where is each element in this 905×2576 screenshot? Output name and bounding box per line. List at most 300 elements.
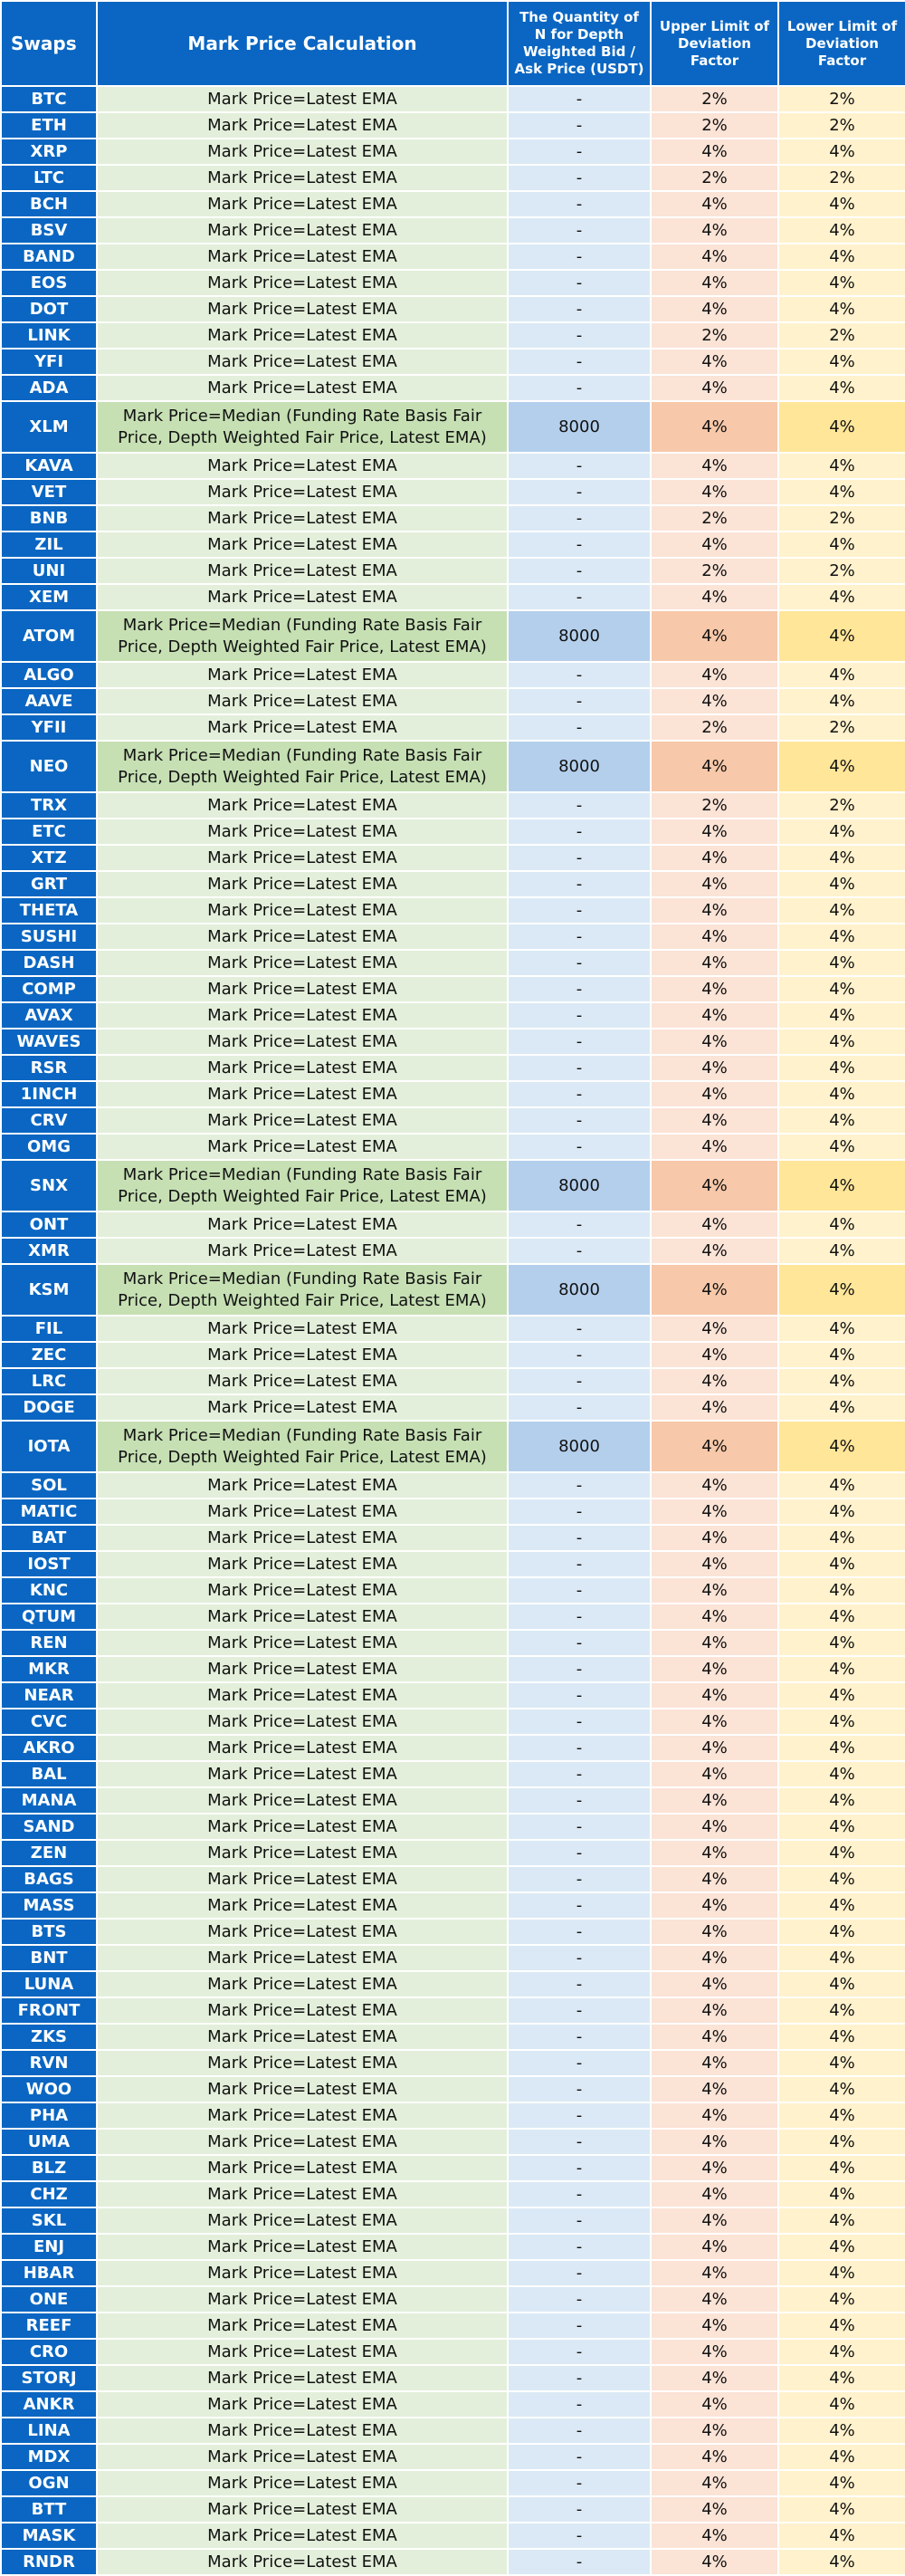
table-row [1,2339,905,2365]
swap-cell: BAL [1,1761,97,1787]
quantity-cell: - [508,2102,651,2129]
lower-limit-cell: 4% [778,845,905,871]
upper-limit-cell: 4% [651,1551,778,1577]
table-row [1,1316,905,1342]
swap-cell: DOGE [1,1394,97,1421]
swap-cell: ENJ [1,2234,97,2260]
table-row [1,714,905,741]
upper-limit-cell: 4% [651,1814,778,1840]
table-row [1,2076,905,2102]
swap-cell: MDX [1,2444,97,2470]
quantity-cell: - [508,1342,651,1368]
mark-price-cell: Mark Price=Latest EMA [97,2102,508,2129]
mark-price-cell: Mark Price=Latest EMA [97,1919,508,1945]
swap-cell: BSV [1,217,97,244]
quantity-cell: - [508,2129,651,2155]
swap-cell: MATIC [1,1499,97,1525]
quantity-cell: - [508,897,651,924]
mark-price-cell: Mark Price=Median (Funding Rate Basis Fair Price, Depth Weighted Fair Price, Latest EMA) [97,610,508,662]
lower-limit-cell: 4% [778,2129,905,2155]
quantity-cell: - [508,662,651,688]
table-row [1,2024,905,2050]
upper-limit-cell: 4% [651,2418,778,2444]
upper-limit-cell: 4% [651,2286,778,2313]
upper-limit-cell: 4% [651,688,778,714]
lower-limit-cell: 4% [778,897,905,924]
swap-cell: BAND [1,244,97,270]
table-row [1,924,905,950]
mark-price-cell: Mark Price=Latest EMA [97,1709,508,1735]
lower-limit-cell: 4% [778,950,905,976]
upper-limit-cell: 4% [651,1577,778,1604]
upper-limit-cell: 4% [651,1264,778,1316]
quantity-cell: - [508,1499,651,1525]
swap-cell: XLM [1,401,97,453]
table-row [1,86,905,112]
quantity-cell: - [508,1029,651,1055]
mark-price-cell: Mark Price=Latest EMA [97,1656,508,1682]
swap-cell: SNX [1,1160,97,1211]
lower-limit-cell: 4% [778,1029,905,1055]
upper-limit-cell: 4% [651,1735,778,1761]
quantity-cell: - [508,1682,651,1709]
lower-limit-cell: 4% [778,584,905,610]
table-row [1,976,905,1002]
table-row [1,505,905,531]
lower-limit-cell: 4% [778,1499,905,1525]
lower-limit-cell: 4% [778,1577,905,1604]
mark-price-cell: Mark Price=Latest EMA [97,1472,508,1499]
upper-limit-cell: 4% [651,1238,778,1264]
mark-price-cell: Mark Price=Latest EMA [97,322,508,349]
lower-limit-cell: 4% [778,479,905,505]
table-row [1,819,905,845]
swap-cell: OGN [1,2470,97,2496]
mark-price-cell: Mark Price=Latest EMA [97,1604,508,1630]
swap-cell: VET [1,479,97,505]
mark-price-cell: Mark Price=Latest EMA [97,2339,508,2365]
swap-cell: SKL [1,2207,97,2234]
mark-price-cell: Mark Price=Latest EMA [97,2260,508,2286]
lower-limit-cell: 4% [778,1866,905,1892]
mark-price-cell: Mark Price=Latest EMA [97,1107,508,1134]
quantity-cell: - [508,1814,651,1840]
lower-limit-cell: 4% [778,2391,905,2418]
lower-limit-cell: 4% [778,1761,905,1787]
table-row [1,845,905,871]
quantity-cell: - [508,584,651,610]
lower-limit-cell: 4% [778,1525,905,1551]
upper-limit-cell: 4% [651,1709,778,1735]
table-row [1,244,905,270]
lower-limit-cell: 4% [778,1081,905,1107]
mark-price-cell: Mark Price=Latest EMA [97,375,508,401]
quantity-cell: - [508,1971,651,1997]
mark-price-cell: Mark Price=Latest EMA [97,1892,508,1919]
table-row [1,1945,905,1971]
upper-limit-cell: 4% [651,2549,778,2575]
table-row [1,897,905,924]
lower-limit-cell: 4% [778,1211,905,1238]
mark-price-cell: Mark Price=Latest EMA [97,349,508,375]
upper-limit-cell: 4% [651,2365,778,2391]
quantity-cell: - [508,244,651,270]
upper-limit-cell: 2% [651,558,778,584]
lower-limit-cell: 4% [778,1107,905,1134]
mark-price-cell: Mark Price=Latest EMA [97,479,508,505]
swap-cell: GRT [1,871,97,897]
quantity-cell: - [508,2076,651,2102]
table-row [1,950,905,976]
mark-price-cell: Mark Price=Median (Funding Rate Basis Fair Price, Depth Weighted Fair Price, Latest EMA) [97,741,508,792]
swap-cell: MASK [1,2523,97,2549]
lower-limit-cell: 4% [778,2050,905,2076]
table-row [1,1840,905,1866]
lower-limit-cell: 2% [778,558,905,584]
swap-cell: ZEN [1,1840,97,1866]
swap-cell: IOTA [1,1421,97,1472]
mark-price-cell: Mark Price=Latest EMA [97,1368,508,1394]
mark-price-cell: Mark Price=Latest EMA [97,1211,508,1238]
upper-limit-cell: 4% [651,1604,778,1630]
quantity-cell: - [508,1866,651,1892]
quantity-cell: - [508,531,651,558]
upper-limit-cell: 2% [651,792,778,819]
swap-cell: ETC [1,819,97,845]
swap-cell: KSM [1,1264,97,1316]
lower-limit-cell: 4% [778,1368,905,1394]
swap-cell: RNDR [1,2549,97,2575]
mark-price-cell: Mark Price=Latest EMA [97,270,508,296]
table-row [1,1342,905,1368]
quantity-cell: - [508,976,651,1002]
header-mark-price-calculation: Mark Price Calculation [97,1,508,86]
mark-price-cell: Mark Price=Latest EMA [97,1814,508,1840]
swap-cell: XEM [1,584,97,610]
table-row [1,741,905,792]
swap-cell: PHA [1,2102,97,2129]
swap-cell: 1INCH [1,1081,97,1107]
swap-cell: SAND [1,1814,97,1840]
table-row [1,401,905,453]
lower-limit-cell: 4% [778,1787,905,1814]
table-row [1,1735,905,1761]
lower-limit-cell: 4% [778,1709,905,1735]
quantity-cell: - [508,505,651,531]
lower-limit-cell: 4% [778,401,905,453]
upper-limit-cell: 4% [651,1840,778,1866]
upper-limit-cell: 4% [651,950,778,976]
table-row [1,2418,905,2444]
lower-limit-cell: 4% [778,2286,905,2313]
lower-limit-cell: 4% [778,2444,905,2470]
upper-limit-cell: 2% [651,322,778,349]
table-row [1,871,905,897]
table-row [1,1604,905,1630]
lower-limit-cell: 4% [778,1945,905,1971]
lower-limit-cell: 2% [778,86,905,112]
swap-cell: FIL [1,1316,97,1342]
quantity-cell: 8000 [508,1160,651,1211]
upper-limit-cell: 2% [651,86,778,112]
lower-limit-cell: 4% [778,1002,905,1029]
upper-limit-cell: 4% [651,191,778,217]
mark-price-cell: Mark Price=Latest EMA [97,2050,508,2076]
swap-cell: TRX [1,792,97,819]
upper-limit-cell: 4% [651,1081,778,1107]
table-row [1,688,905,714]
quantity-cell: - [508,924,651,950]
upper-limit-cell: 4% [651,1525,778,1551]
table-row [1,1002,905,1029]
quantity-cell: - [508,2391,651,2418]
upper-limit-cell: 4% [651,2523,778,2549]
table-row [1,2050,905,2076]
lower-limit-cell: 4% [778,1238,905,1264]
upper-limit-cell: 4% [651,296,778,322]
table-header [1,1,905,86]
quantity-cell: - [508,1892,651,1919]
swap-cell: YFII [1,714,97,741]
table-row [1,1919,905,1945]
mark-price-cell: Mark Price=Latest EMA [97,165,508,191]
lower-limit-cell: 2% [778,322,905,349]
lower-limit-cell: 2% [778,714,905,741]
swap-cell: NEAR [1,1682,97,1709]
swap-cell: XMR [1,1238,97,1264]
quantity-cell: - [508,1551,651,1577]
swap-cell: ZIL [1,531,97,558]
upper-limit-cell: 4% [651,2391,778,2418]
swap-cell: BNT [1,1945,97,1971]
table-row [1,1055,905,1081]
mark-price-cell: Mark Price=Latest EMA [97,1316,508,1342]
lower-limit-cell: 4% [778,191,905,217]
upper-limit-cell: 4% [651,897,778,924]
upper-limit-cell: 4% [651,244,778,270]
quantity-cell: - [508,871,651,897]
mark-price-cell: Mark Price=Latest EMA [97,819,508,845]
mark-price-cell: Mark Price=Latest EMA [97,792,508,819]
upper-limit-cell: 4% [651,1342,778,1368]
mark-price-cell: Mark Price=Latest EMA [97,1551,508,1577]
upper-limit-cell: 4% [651,610,778,662]
upper-limit-cell: 4% [651,217,778,244]
upper-limit-cell: 4% [651,479,778,505]
upper-limit-cell: 4% [651,1787,778,1814]
upper-limit-cell: 4% [651,2234,778,2260]
table-row [1,2365,905,2391]
table-row [1,217,905,244]
lower-limit-cell: 4% [778,2234,905,2260]
quantity-cell: - [508,1081,651,1107]
lower-limit-cell: 4% [778,375,905,401]
lower-limit-cell: 4% [778,2339,905,2365]
lower-limit-cell: 4% [778,2024,905,2050]
header-quantity-n: The Quantity of N for Depth Weighted Bid / Ask Price (USDT) [508,1,651,86]
mark-price-cell: Mark Price=Latest EMA [97,924,508,950]
swap-cell: SUSHI [1,924,97,950]
table-row [1,1368,905,1394]
mark-price-cell: Mark Price=Latest EMA [97,505,508,531]
mark-price-cell: Mark Price=Latest EMA [97,1134,508,1160]
swap-cell: XRP [1,139,97,165]
swap-cell: BTS [1,1919,97,1945]
lower-limit-cell: 4% [778,1892,905,1919]
swap-cell: BTT [1,2496,97,2523]
table-row [1,2496,905,2523]
upper-limit-cell: 4% [651,2129,778,2155]
mark-price-cell: Mark Price=Latest EMA [97,2391,508,2418]
lower-limit-cell: 4% [778,1551,905,1577]
lower-limit-cell: 4% [778,1472,905,1499]
table-row [1,1892,905,1919]
table-row [1,1997,905,2024]
upper-limit-cell: 2% [651,505,778,531]
table-row [1,1499,905,1525]
mark-price-cell: Mark Price=Latest EMA [97,976,508,1002]
quantity-cell: - [508,2339,651,2365]
quantity-cell: - [508,1211,651,1238]
swap-cell: ADA [1,375,97,401]
quantity-cell: - [508,217,651,244]
swap-cell: KNC [1,1577,97,1604]
lower-limit-cell: 4% [778,217,905,244]
mark-price-cell: Mark Price=Latest EMA [97,1840,508,1866]
upper-limit-cell: 4% [651,2207,778,2234]
lower-limit-cell: 4% [778,2076,905,2102]
quantity-cell: - [508,2024,651,2050]
lower-limit-cell: 4% [778,1316,905,1342]
table-row [1,375,905,401]
upper-limit-cell: 4% [651,401,778,453]
lower-limit-cell: 4% [778,819,905,845]
swap-cell: RVN [1,2050,97,2076]
quantity-cell: - [508,1577,651,1604]
mark-price-cell: Mark Price=Median (Funding Rate Basis Fair Price, Depth Weighted Fair Price, Latest EMA) [97,401,508,453]
upper-limit-cell: 4% [651,1971,778,1997]
lower-limit-cell: 4% [778,610,905,662]
swap-cell: LINA [1,2418,97,2444]
swap-cell: KAVA [1,453,97,479]
table-row [1,2181,905,2207]
mark-price-cell: Mark Price=Latest EMA [97,86,508,112]
lower-limit-cell: 4% [778,2549,905,2575]
upper-limit-cell: 4% [651,1761,778,1787]
mark-price-cell: Mark Price=Latest EMA [97,688,508,714]
quantity-cell: - [508,1761,651,1787]
quantity-cell: - [508,1368,651,1394]
quantity-cell: - [508,1840,651,1866]
upper-limit-cell: 4% [651,1997,778,2024]
header-row [1,1,905,86]
mark-price-cell: Mark Price=Latest EMA [97,1394,508,1421]
lower-limit-cell: 4% [778,244,905,270]
swap-cell: REN [1,1630,97,1656]
mark-price-cell: Mark Price=Latest EMA [97,531,508,558]
mark-price-cell: Mark Price=Latest EMA [97,897,508,924]
mark-price-cell: Mark Price=Latest EMA [97,453,508,479]
mark-price-cell: Mark Price=Latest EMA [97,1577,508,1604]
swap-cell: SOL [1,1472,97,1499]
quantity-cell: - [508,139,651,165]
upper-limit-cell: 4% [651,2024,778,2050]
quantity-cell: - [508,86,651,112]
mark-price-cell: Mark Price=Latest EMA [97,2444,508,2470]
lower-limit-cell: 4% [778,1394,905,1421]
swap-cell: DOT [1,296,97,322]
upper-limit-cell: 2% [651,165,778,191]
quantity-cell: - [508,322,651,349]
quantity-cell: - [508,2496,651,2523]
swap-cell: BCH [1,191,97,217]
lower-limit-cell: 4% [778,1919,905,1945]
mark-price-cell: Mark Price=Latest EMA [97,2207,508,2234]
table-row [1,1211,905,1238]
upper-limit-cell: 4% [651,453,778,479]
quantity-cell: - [508,1604,651,1630]
upper-limit-cell: 2% [651,714,778,741]
lower-limit-cell: 4% [778,1342,905,1368]
quantity-cell: - [508,2260,651,2286]
upper-limit-cell: 4% [651,375,778,401]
quantity-cell: - [508,479,651,505]
table-row [1,1971,905,1997]
quantity-cell: 8000 [508,1264,651,1316]
swap-cell: AKRO [1,1735,97,1761]
lower-limit-cell: 4% [778,2155,905,2181]
upper-limit-cell: 4% [651,2181,778,2207]
lower-limit-cell: 4% [778,871,905,897]
swap-cell: LTC [1,165,97,191]
lower-limit-cell: 2% [778,165,905,191]
mark-price-cell: Mark Price=Latest EMA [97,1525,508,1551]
quantity-cell: 8000 [508,741,651,792]
table-row [1,1525,905,1551]
lower-limit-cell: 4% [778,662,905,688]
swap-cell: ONT [1,1211,97,1238]
swap-cell: NEO [1,741,97,792]
upper-limit-cell: 4% [651,976,778,1002]
lower-limit-cell: 4% [778,976,905,1002]
quantity-cell: - [508,1238,651,1264]
swap-cell: LRC [1,1368,97,1394]
swap-cell: ZEC [1,1342,97,1368]
mark-price-cell: Mark Price=Latest EMA [97,871,508,897]
table-row [1,2260,905,2286]
quantity-cell: - [508,819,651,845]
lower-limit-cell: 4% [778,2523,905,2549]
mark-price-cell: Mark Price=Latest EMA [97,2523,508,2549]
quantity-cell: - [508,1394,651,1421]
lower-limit-cell: 4% [778,1971,905,1997]
lower-limit-cell: 2% [778,112,905,139]
quantity-cell: - [508,1316,651,1342]
table-row [1,1682,905,1709]
lower-limit-cell: 4% [778,349,905,375]
upper-limit-cell: 4% [651,584,778,610]
quantity-cell: - [508,2418,651,2444]
lower-limit-cell: 2% [778,505,905,531]
swap-cell: DASH [1,950,97,976]
lower-limit-cell: 4% [778,296,905,322]
lower-limit-cell: 4% [778,2102,905,2129]
quantity-cell: - [508,1134,651,1160]
quantity-cell: - [508,1002,651,1029]
table-row [1,2286,905,2313]
lower-limit-cell: 4% [778,1814,905,1840]
table-row [1,1866,905,1892]
